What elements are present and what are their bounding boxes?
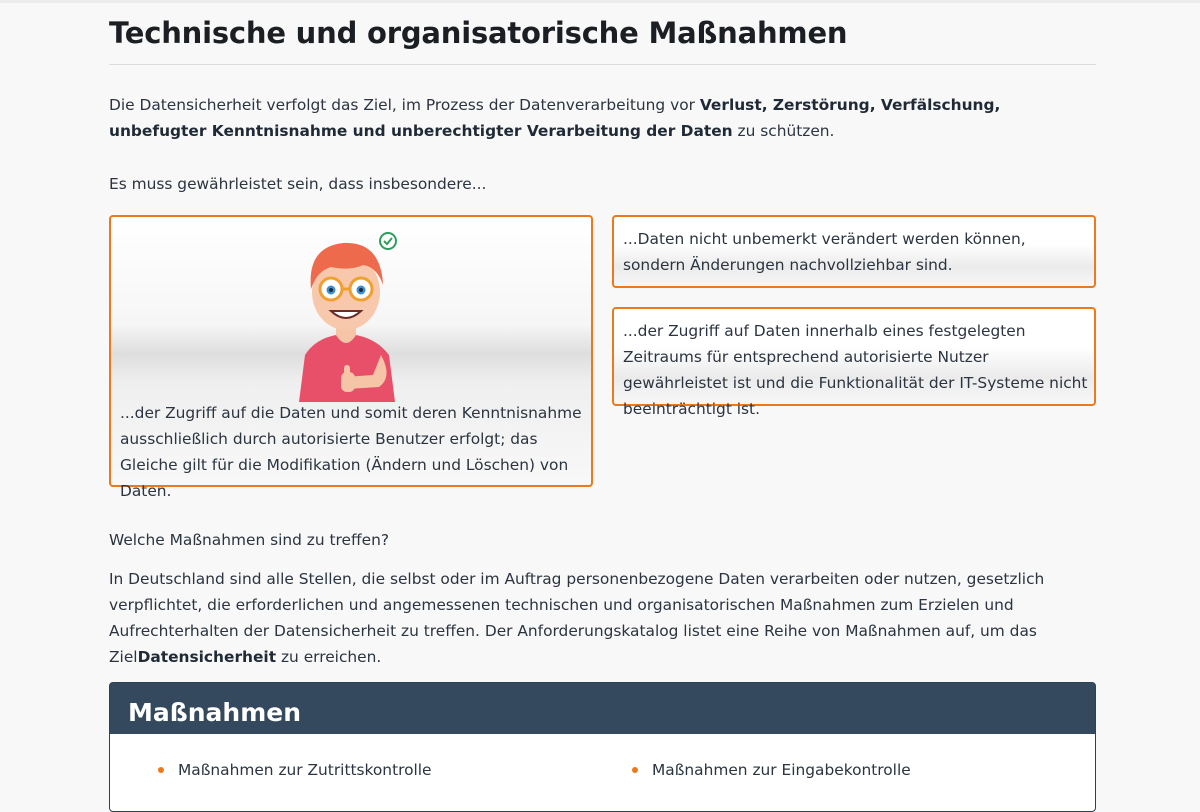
measures-panel-title: Maßnahmen <box>110 683 1095 734</box>
check-circle-icon <box>377 230 399 252</box>
body-suffix: zu erreichen. <box>276 648 382 666</box>
measures-panel <box>109 682 1096 812</box>
card-text-access: ...der Zugriff auf die Daten und somit deren Kenntnisnahme ausschließlich durch autorisierte Benutzer erfolgt; das Gleiche gilt für die Modifikation (Ändern und Löschen) von Daten. <box>120 404 582 500</box>
intro-text: Die Datensicherheit verfolgt das Ziel, im Prozess der Datenverarbeitung vor <box>109 96 700 114</box>
page-title: Technische und organisatorische Maßnahmen <box>109 16 848 50</box>
question-text: Welche Maßnahmen sind zu treffen? <box>109 531 390 549</box>
list-item-label: Maßnahmen zur Eingabekontrolle <box>652 761 911 779</box>
intro-suffix: zu schützen. <box>732 122 835 140</box>
intro-paragraph <box>109 92 1096 144</box>
body-text: In Deutschland sind alle Stellen, die selbst oder im Auftrag personenbezogene Daten verarbeiten oder nutzen, gesetzlich verpflichtet, die erforderlichen und angemessenen technischen und organisatorischen Maßnahmen zum Erzielen und Aufrechterhalten der Datensicherheit zu treffen. Der Anforderungskatalog listet eine Reihe von Maßnahmen auf, um das Ziel <box>109 570 1045 666</box>
lead-text: Es muss gewährleistet sein, dass insbesondere... <box>109 175 487 193</box>
top-border <box>0 0 1200 3</box>
info-card-integrity <box>612 215 1096 288</box>
card-text-availability: ...der Zugriff auf Daten innerhalb eines festgelegten Zeitraums für entsprechend autorisierte Nutzer gewährleistet ist und die Funktionalität der IT-Systeme nicht beeinträchtigt ist. <box>623 322 1088 418</box>
bullet-icon <box>632 767 638 773</box>
body-paragraph <box>109 566 1096 670</box>
list-item[interactable] <box>178 757 432 783</box>
body-bold-text: Datensicherheit <box>137 648 277 666</box>
bullet-icon <box>158 767 164 773</box>
list-item-label: Maßnahmen zur Zutrittskontrolle <box>178 761 432 779</box>
card-text-integrity: ...Daten nicht unbemerkt verändert werden können, sondern Änderungen nachvollziehbar sind. <box>623 230 1026 274</box>
person-illustration <box>281 227 411 402</box>
list-item[interactable] <box>652 757 911 783</box>
title-divider <box>109 64 1096 65</box>
info-card-availability <box>612 307 1096 418</box>
intro-bold-text: Verlust, Zerstörung, Verfälschung, unbefugter Kenntnisnahme und unberechtigter Verarbeitung der Daten <box>109 96 1001 140</box>
info-card-access <box>109 215 593 500</box>
